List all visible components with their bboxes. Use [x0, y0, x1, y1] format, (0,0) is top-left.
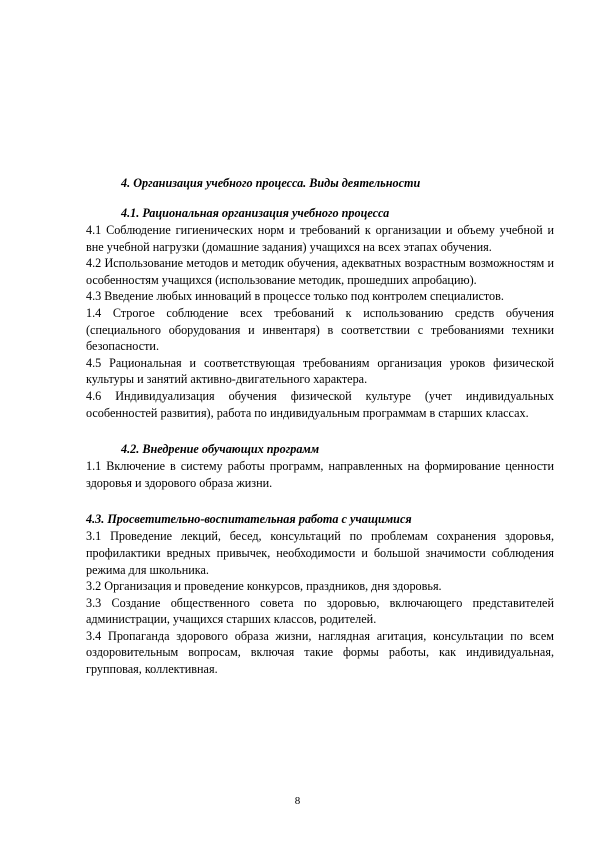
- main-title: 4. Организация учебного процесса. Виды деятельности: [121, 176, 421, 190]
- paragraph: 3.1 Проведение лекций, бесед, консультаций по проблемам сохранения здоровья, профилактики вредных привычек, необходимости и большой значимости соблюдения режима для школьника.: [86, 529, 554, 577]
- paragraph: 1.1 Включение в систему работы программ, направленных на формирование ценности здоровья и здорового образа жизни.: [86, 459, 554, 490]
- paragraph: 4.5 Рациональная и соответствующая требованиям организация уроков физической культуры и занятий активно-двигательного характера.: [86, 355, 554, 387]
- spacer: [86, 421, 554, 441]
- paragraph: 1.4 Строгое соблюдение всех требований к использованию средств обучения (специального оборудования и инвентаря) в соответствии с требованиями техники безопасности.: [86, 305, 554, 354]
- paragraph: 4.1 Соблюдение гигиенических норм и требований к организации и объему учебной и вне учебной нагрузки (домашние задания) учащихся на всех этапах обучения.: [86, 223, 554, 254]
- page-number: 8: [294, 795, 301, 807]
- section-title: 4.1. Рациональная организация учебного процесса: [121, 206, 390, 220]
- paragraph: 4.2 Использование методов и методик обучения, адекватных возрастным возможностям и особенностям учащихся (использование методик, прошедших апробацию).: [86, 256, 554, 287]
- spacer: [86, 491, 554, 511]
- section-4-1: [86, 205, 554, 421]
- section-title: 4.3. Просветительно-воспитательная работа с учащимися: [86, 512, 412, 527]
- section-4-3: [86, 511, 554, 677]
- section-title: 4.2. Внедрение обучающих программ: [121, 442, 320, 457]
- paragraph: 3.4 Пропаганда здорового образа жизни, наглядная агитация, консультации по всем оздоровительным вопросам, включая такие формы работы, как индивидуальная, групповая, коллективная.: [86, 628, 554, 677]
- paragraph: 3.2 Организация и проведение конкурсов, праздников, дня здоровья.: [86, 579, 442, 594]
- paragraph: 3.3 Создание общественного совета по здоровью, включающего представителей администрации, учащихся старших классов, родителей.: [86, 595, 554, 627]
- section-4-2: [86, 441, 554, 491]
- paragraph: 4.6 Индивидуализация обучения физической культуре (учет индивидуальных особенностей развития), работа по индивидуальным программам в старших классах.: [86, 388, 554, 420]
- paragraph: 4.3 Введение любых инноваций в процессе только под контролем специалистов.: [86, 289, 504, 304]
- document-content: [86, 175, 554, 678]
